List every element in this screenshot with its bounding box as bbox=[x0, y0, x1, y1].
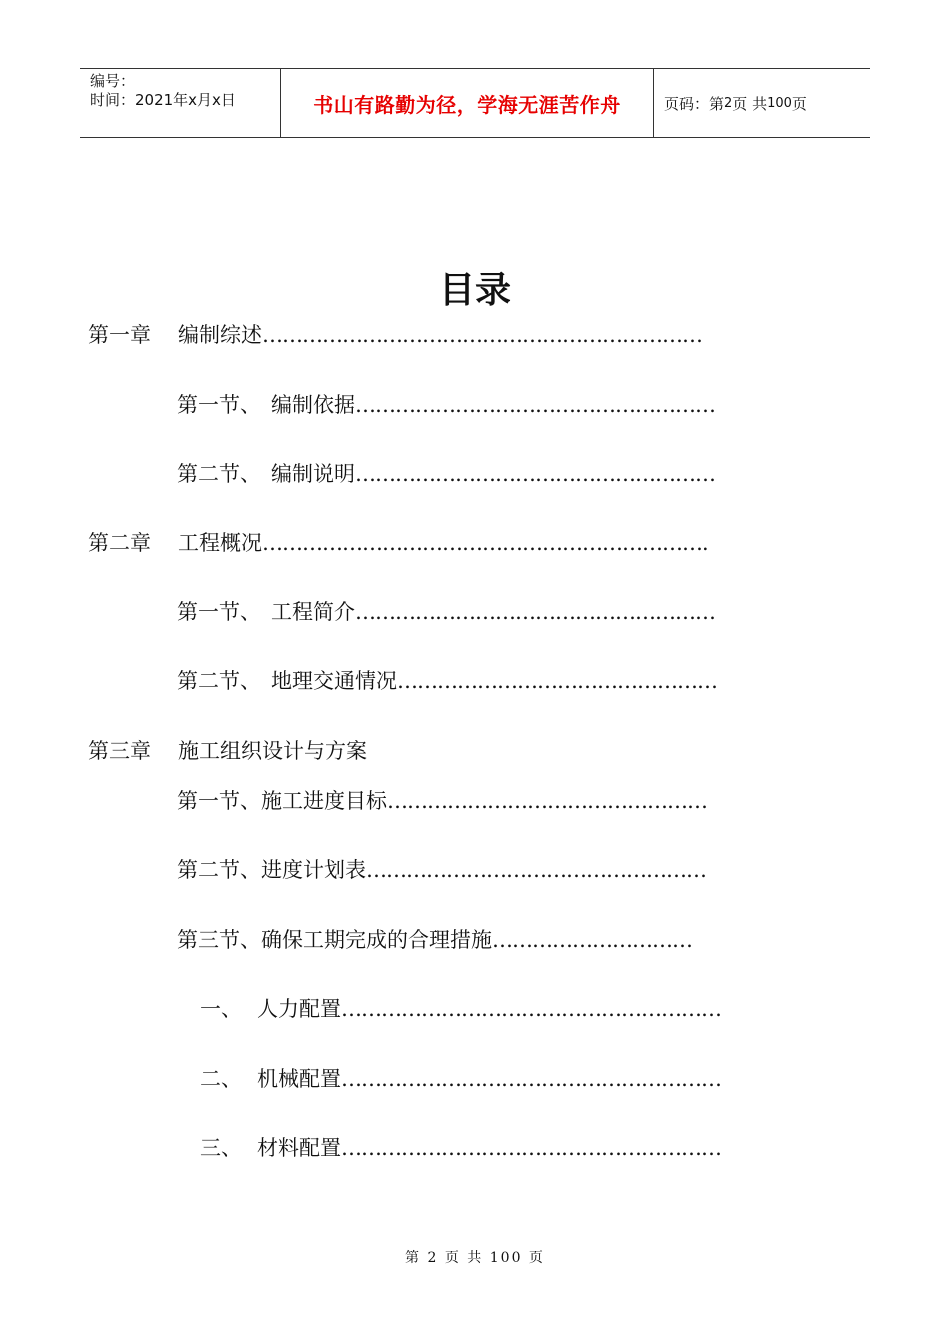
page-header bbox=[80, 68, 870, 138]
toc-leader: ………………………… bbox=[492, 928, 692, 952]
toc-leader: ………………………………………… bbox=[397, 669, 717, 693]
toc-number: 三、 bbox=[200, 1136, 242, 1160]
toc-entry[interactable] bbox=[200, 1066, 721, 1092]
toc-leader: ……………………………………………… bbox=[355, 393, 715, 417]
header-motto-cell bbox=[281, 69, 654, 137]
toc-leader: ……………………………………………… bbox=[355, 600, 715, 624]
toc-text: 编制依据 bbox=[271, 393, 355, 417]
page-current: 2 bbox=[724, 95, 733, 111]
toc-text: 材料配置 bbox=[257, 1136, 341, 1160]
toc-entry[interactable] bbox=[88, 738, 367, 764]
toc-text: 确保工期完成的合理措施 bbox=[261, 928, 492, 952]
toc-text: 工程简介 bbox=[271, 600, 355, 624]
page-suffix: 页 bbox=[791, 94, 807, 113]
toc-text: 工程概况 bbox=[178, 531, 262, 555]
page-total: 100 bbox=[767, 95, 792, 111]
toc-leader: ………………………………………………………… bbox=[262, 323, 702, 347]
toc-number: 第二章 bbox=[88, 531, 151, 555]
toc-entry[interactable] bbox=[200, 1135, 721, 1161]
toc-leader: ………………………………………………… bbox=[341, 1136, 721, 1160]
page-mid: 页 共 bbox=[732, 94, 768, 113]
toc-number: 二、 bbox=[200, 1067, 242, 1091]
page-prefix: 页码：第 bbox=[664, 94, 725, 113]
toc-text: 人力配置 bbox=[257, 997, 341, 1021]
toc-number: 第三节、 bbox=[177, 928, 261, 952]
toc-number: 第二节、 bbox=[177, 462, 261, 486]
toc-text: 地理交通情况 bbox=[271, 669, 397, 693]
toc-text: 施工进度目标 bbox=[261, 789, 387, 813]
toc-text: 编制综述 bbox=[178, 323, 262, 347]
toc-number: 第二节、 bbox=[177, 858, 261, 882]
toc-text: 施工组织设计与方案 bbox=[178, 739, 367, 763]
toc-leader: ………………………………………… bbox=[387, 789, 707, 813]
toc-entry[interactable] bbox=[177, 668, 717, 694]
toc-leader: …………………………………………………………. bbox=[262, 531, 708, 555]
toc-number: 第二节、 bbox=[177, 669, 261, 693]
document-time-label: 时间：2021年x月x日 bbox=[90, 91, 236, 109]
header-motto: 书山有路勤为径，学海无涯苦作舟 bbox=[313, 92, 621, 117]
toc-number: 第三章 bbox=[88, 739, 151, 763]
toc-entry[interactable] bbox=[177, 927, 692, 953]
toc-text: 机械配置 bbox=[257, 1067, 341, 1091]
page-title: 目录 bbox=[438, 270, 511, 311]
toc-text: 编制说明 bbox=[271, 462, 355, 486]
toc-leader: ……………………………………………… bbox=[355, 462, 715, 486]
toc-entry[interactable] bbox=[177, 788, 707, 814]
toc-number: 一、 bbox=[200, 997, 242, 1021]
header-info-cell bbox=[80, 69, 281, 137]
toc-text: 进度计划表 bbox=[261, 858, 366, 882]
toc-entry[interactable] bbox=[88, 530, 708, 556]
toc-entry[interactable] bbox=[177, 461, 715, 487]
toc-entry[interactable] bbox=[177, 599, 715, 625]
toc-number: 第一章 bbox=[88, 323, 151, 347]
toc-entry[interactable] bbox=[88, 322, 702, 348]
toc-number: 第一节、 bbox=[177, 789, 261, 813]
header-page-cell bbox=[654, 69, 870, 137]
toc-entry[interactable] bbox=[177, 857, 706, 883]
toc-leader: ………………………………………………… bbox=[341, 997, 721, 1021]
document-number-label: 编号： bbox=[90, 72, 136, 90]
toc-leader: …………………………………………… bbox=[366, 858, 706, 882]
toc-leader: ………………………………………………… bbox=[341, 1067, 721, 1091]
toc-number: 第一节、 bbox=[177, 393, 261, 417]
toc-number: 第一节、 bbox=[177, 600, 261, 624]
toc-entry[interactable] bbox=[200, 996, 721, 1022]
page-footer: 第 2 页 共 100 页 bbox=[405, 1250, 545, 1266]
toc-entry[interactable] bbox=[177, 392, 715, 418]
